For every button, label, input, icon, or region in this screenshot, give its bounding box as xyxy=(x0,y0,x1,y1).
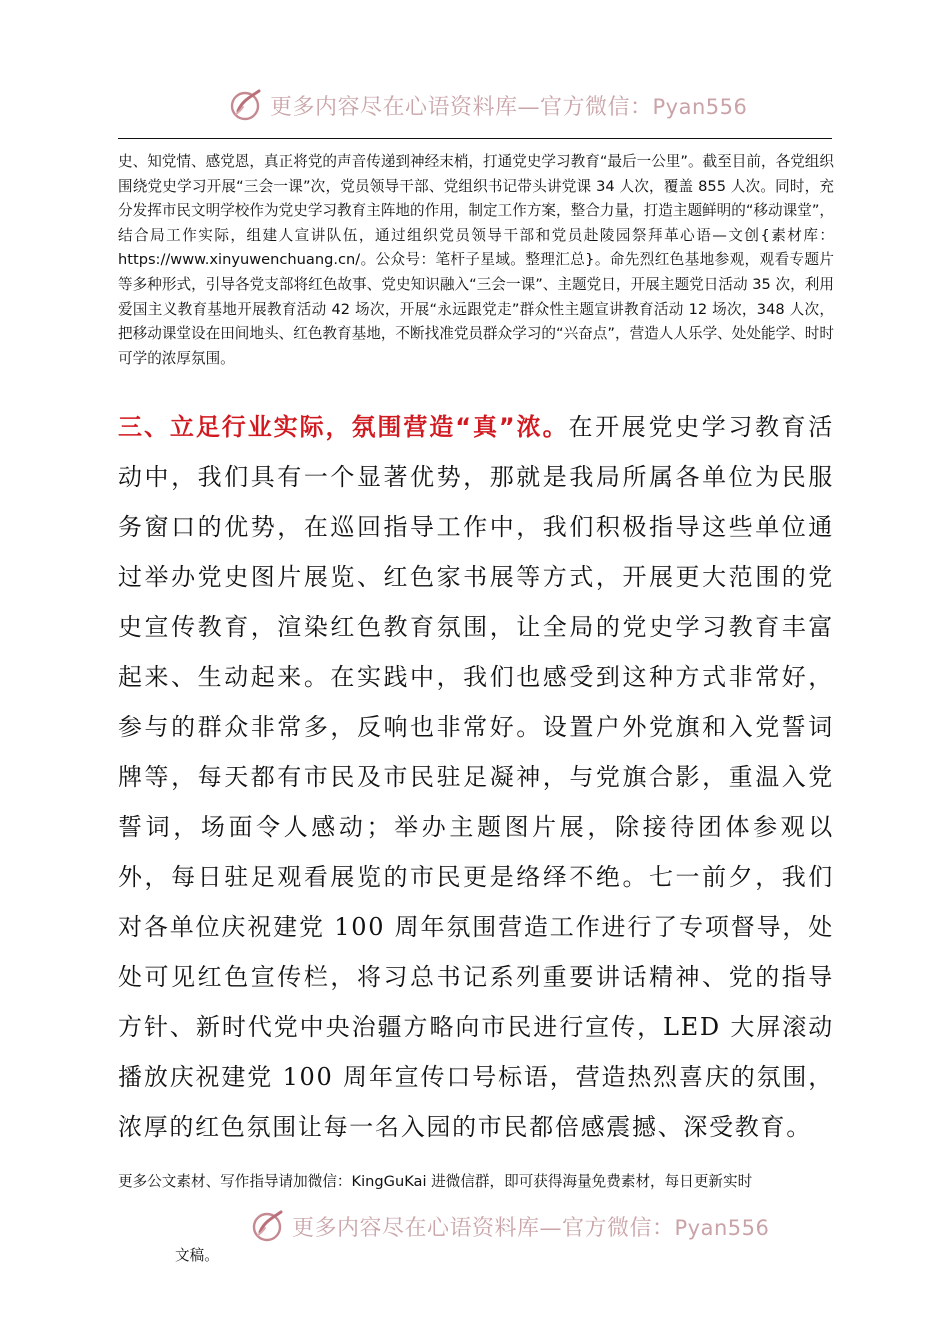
header-watermark-banner xyxy=(228,85,747,125)
header-divider xyxy=(118,138,832,139)
banner-text xyxy=(270,90,747,121)
brush-logo-icon xyxy=(228,87,264,123)
banner-wechat-id: Pyan556 xyxy=(652,94,748,119)
footer-watermark-banner xyxy=(250,1206,769,1246)
footer-note: 更多公文素材、写作指导请加微信：KingGuKai 进微信群，即可获得海量免费素材，每日更新实时 xyxy=(118,1173,753,1190)
banner-text xyxy=(292,1211,769,1242)
body-paragraph-small: 史、知党情、感党恩，真正将党的声音传递到神经末梢，打通党史学习教育“最后一公里”。截至目前，各党组织围绕党史学习开展“三会一课”次，党员领导干部、党组织书记带头讲党课 34 人次，覆盖 855 人次。同时，充分发挥市民文明学校作为党史学习教育主阵地的作用，制定工作方案，整合力量，打造主题鲜明的“移动课堂”，结合局工作实际，组建人宣讲队伍，通过组织党员领导干部和党员赴陵园祭拜革心语—文创{素材库：https://www.xinyuwenchuang.cn/。公众号：笔杆子星域。整理汇总}。命先烈红色基地参观，观看专题片等多种形式，引导各党支部将红色故事、党史知识融入“三会一课”、主题党日，开展主题党日活动 35 次，利用爱国主义教育基地开展教育活动 42 场次，开展“永远跟党走”群众性主题宣讲教育活动 12 场次，348 人次，把移动课堂设在田间地头、红色教育基地，不断找准党员群众学习的“兴奋点”，营造人人乐学、处处能学、时时可学的浓厚氛围。 xyxy=(118,153,834,367)
banner-wechat-id: Pyan556 xyxy=(674,1215,770,1240)
banner-text-cn: 更多内容尽在心语资料库—官方微信： xyxy=(292,1215,675,1241)
section-body: 在开展党史学习教育活动中，我们具有一个显著优势，那就是我局所属各单位为民服务窗口的优势，在巡回指导工作中，我们积极指导这些单位通过举办党史图片展览、红色家书展等方式，开展更大范围的党史宣传教育，渲染红色教育氛围，让全局的党史学习教育丰富起来、生动起来。在实践中，我们也感受到这种方式非常好，参与的群众非常多，反响也非常好。设置户外党旗和入党誓词牌等，每天都有市民及市民驻足凝神，与党旗合影，重温入党誓词，场面令人感动；举办主题图片展，除接待团体参观以外，每日驻足观看展览的市民更是络绎不绝。七一前夕，我们对各单位庆祝建党 100 周年氛围营造工作进行了专项督导，处处可见红色宣传栏，将习总书记系列重要讲话精神、党的指导方针、新时代党中央治疆方略向市民进行宣传，LED 大屏滚动播放庆祝建党 100 周年宣传口号标语，营造热烈喜庆的氛围，浓厚的红色氛围让每一名入园的市民都倍感震撼、深受教育。 xyxy=(118,413,834,1141)
footer-note-continued: 文稿。 xyxy=(175,1247,219,1264)
banner-text-cn: 更多内容尽在心语资料库—官方微信： xyxy=(270,94,653,120)
section-heading: 三、立足行业实际，氛围营造“真”浓。 xyxy=(118,413,569,441)
section-paragraph xyxy=(118,402,834,1152)
brush-logo-icon xyxy=(250,1208,286,1244)
